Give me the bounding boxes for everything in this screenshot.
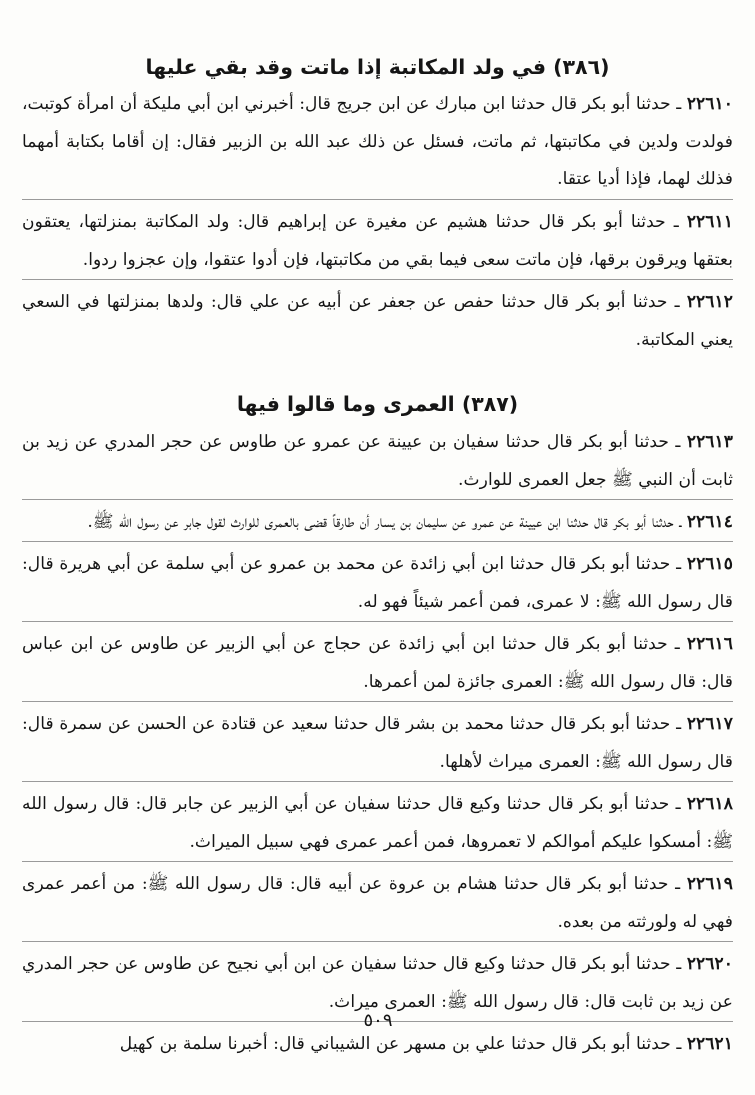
hadith-text: ـ حدثنا أبو بكر قال حدثنا هشام بن عروة عن أبيه قال: قال رسول الله ﷺ: من أعمر عمرى فهي له ولورثته من بعده.: [22, 873, 733, 932]
hadith-text: ـ حدثنا أبو بكر قال حدثنا وكيع قال حدثنا سفيان عن أبي الزبير عن جابر قال: قال رسول الله ﷺ: أمسكوا عليكم أموالكم لا تعمروها، فمن أعمر عمرى فهي سبيل الميراث.: [22, 793, 733, 852]
hadith-22618: [22, 785, 733, 861]
hadith-22615: [22, 545, 733, 621]
divider: [22, 701, 733, 702]
hadith-22613: [22, 423, 733, 499]
hadith-22612: [22, 283, 733, 359]
hadith-number: ٢٢٦١٤: [686, 511, 733, 532]
hadith-text: ـ حدثنا أبو بكر قال حدثنا ابن مبارك عن ابن جريج قال: أخبرني ابن أبي مليكة أن امرأة كوتبت، فولدت ولدين في مكاتبتها، ثم ماتت، فسئل عن ذلك عبد الله بن الزبير فقال: إن أقاما بكتابة أمهما فذلك لهما، فإذا أديا عتقا.: [22, 94, 733, 189]
hadith-text: ـ حدثنا أبو بكر قال حدثنا ابن أبي زائدة عن محمد بن عمرو عن أبي سلمة عن أبي هريرة قال: قال رسول الله ﷺ: لا عمرى، فمن أعمر شيئاً فهو له.: [22, 553, 733, 612]
hadith-number: ٢٢٦٢١: [686, 1033, 733, 1054]
hadith-text: ـ حدثنا أبو بكر قال حدثنا ابن عيينة عن عمرو عن سليمان بن يسار أن طارقاً قضى بالعمرى للوارث لقول جابر عن رسول الله ﷺ.: [87, 511, 682, 532]
hadith-22611: [22, 203, 733, 279]
section-gap: [22, 359, 733, 385]
divider: [22, 781, 733, 782]
hadith-text: ـ حدثنا أبو بكر قال حدثنا هشيم عن مغيرة عن إبراهيم قال: ولد المكاتبة بمنزلتها، يعتقون بعتقها ويرقون برقها، فإن ماتت سعى فيما بقي من مكاتبتها، فإن أدوا عتقوا، وإن عجزوا ردوا.: [22, 211, 733, 270]
divider: [22, 621, 733, 622]
divider: [22, 279, 733, 280]
hadith-text: ـ حدثنا أبو بكر قال حدثنا سفيان بن عيينة عن عمرو عن طاوس عن حجر المدري عن زيد بن ثابت أن النبي ﷺ جعل العمرى للوارث.: [22, 431, 733, 490]
hadith-number: ٢٢٦١٩: [686, 873, 733, 894]
hadith-22616: [22, 625, 733, 701]
hadith-number: ٢٢٦١٧: [686, 713, 733, 734]
hadith-22614: [22, 503, 733, 541]
hadith-number: ٢٢٦١٥: [686, 553, 734, 574]
divider: [22, 499, 733, 500]
book-page: [22, 48, 733, 1063]
hadith-number: ٢٢٦٢٠: [686, 953, 733, 974]
divider: [22, 861, 733, 862]
hadith-number: ٢٢٦١٨: [686, 793, 733, 814]
hadith-22610: [22, 86, 733, 199]
hadith-text: ـ حدثنا أبو بكر قال حدثنا ابن أبي زائدة عن حجاج عن أبي الزبير عن طاوس عن ابن عباس قال: قال رسول الله ﷺ: العمرى جائزة لمن أعمرها.: [22, 633, 733, 692]
page-number: ٥٠٩: [363, 1010, 393, 1031]
hadith-text: ـ حدثنا أبو بكر قال حدثنا حفص عن جعفر عن أبيه عن علي قال: ولدها بمنزلتها في السعي يعني المكاتبة.: [22, 291, 733, 350]
hadith-text: ـ حدثنا أبو بكر قال حدثنا علي بن مسهر عن الشيباني قال: أخبرنا سلمة بن كهيل: [119, 1033, 682, 1054]
hadith-number: ٢٢٦١٠: [686, 94, 733, 114]
hadith-number: ٢٢٦١١: [686, 211, 733, 232]
section-heading-386: (٣٨٦) في ولد المكاتبة إذا ماتت وقد بقي عليها: [145, 55, 610, 79]
divider: [22, 941, 733, 942]
hadith-22619: [22, 865, 733, 941]
section-heading-387: (٣٨٧) العمرى وما قالوا فيها: [236, 391, 519, 416]
hadith-text: ـ حدثنا أبو بكر قال حدثنا محمد بن بشر قال حدثنا سعيد عن قتادة عن الحسن عن سمرة قال: قال رسول الله ﷺ: العمرى ميراث لأهلها.: [22, 713, 733, 772]
hadith-number: ٢٢٦١٢: [686, 291, 733, 312]
divider: [22, 199, 733, 200]
hadith-text: ـ حدثنا أبو بكر قال حدثنا وكيع قال حدثنا سفيان عن ابن أبي نجيح عن طاوس عن حجر المدري عن زيد بن ثابت قال: قال رسول الله ﷺ: العمرى ميراث.: [22, 953, 733, 1012]
hadith-number: ٢٢٦١٣: [686, 431, 734, 452]
hadith-22617: [22, 705, 733, 781]
divider: [22, 541, 733, 542]
hadith-number: ٢٢٦١٦: [686, 633, 734, 654]
